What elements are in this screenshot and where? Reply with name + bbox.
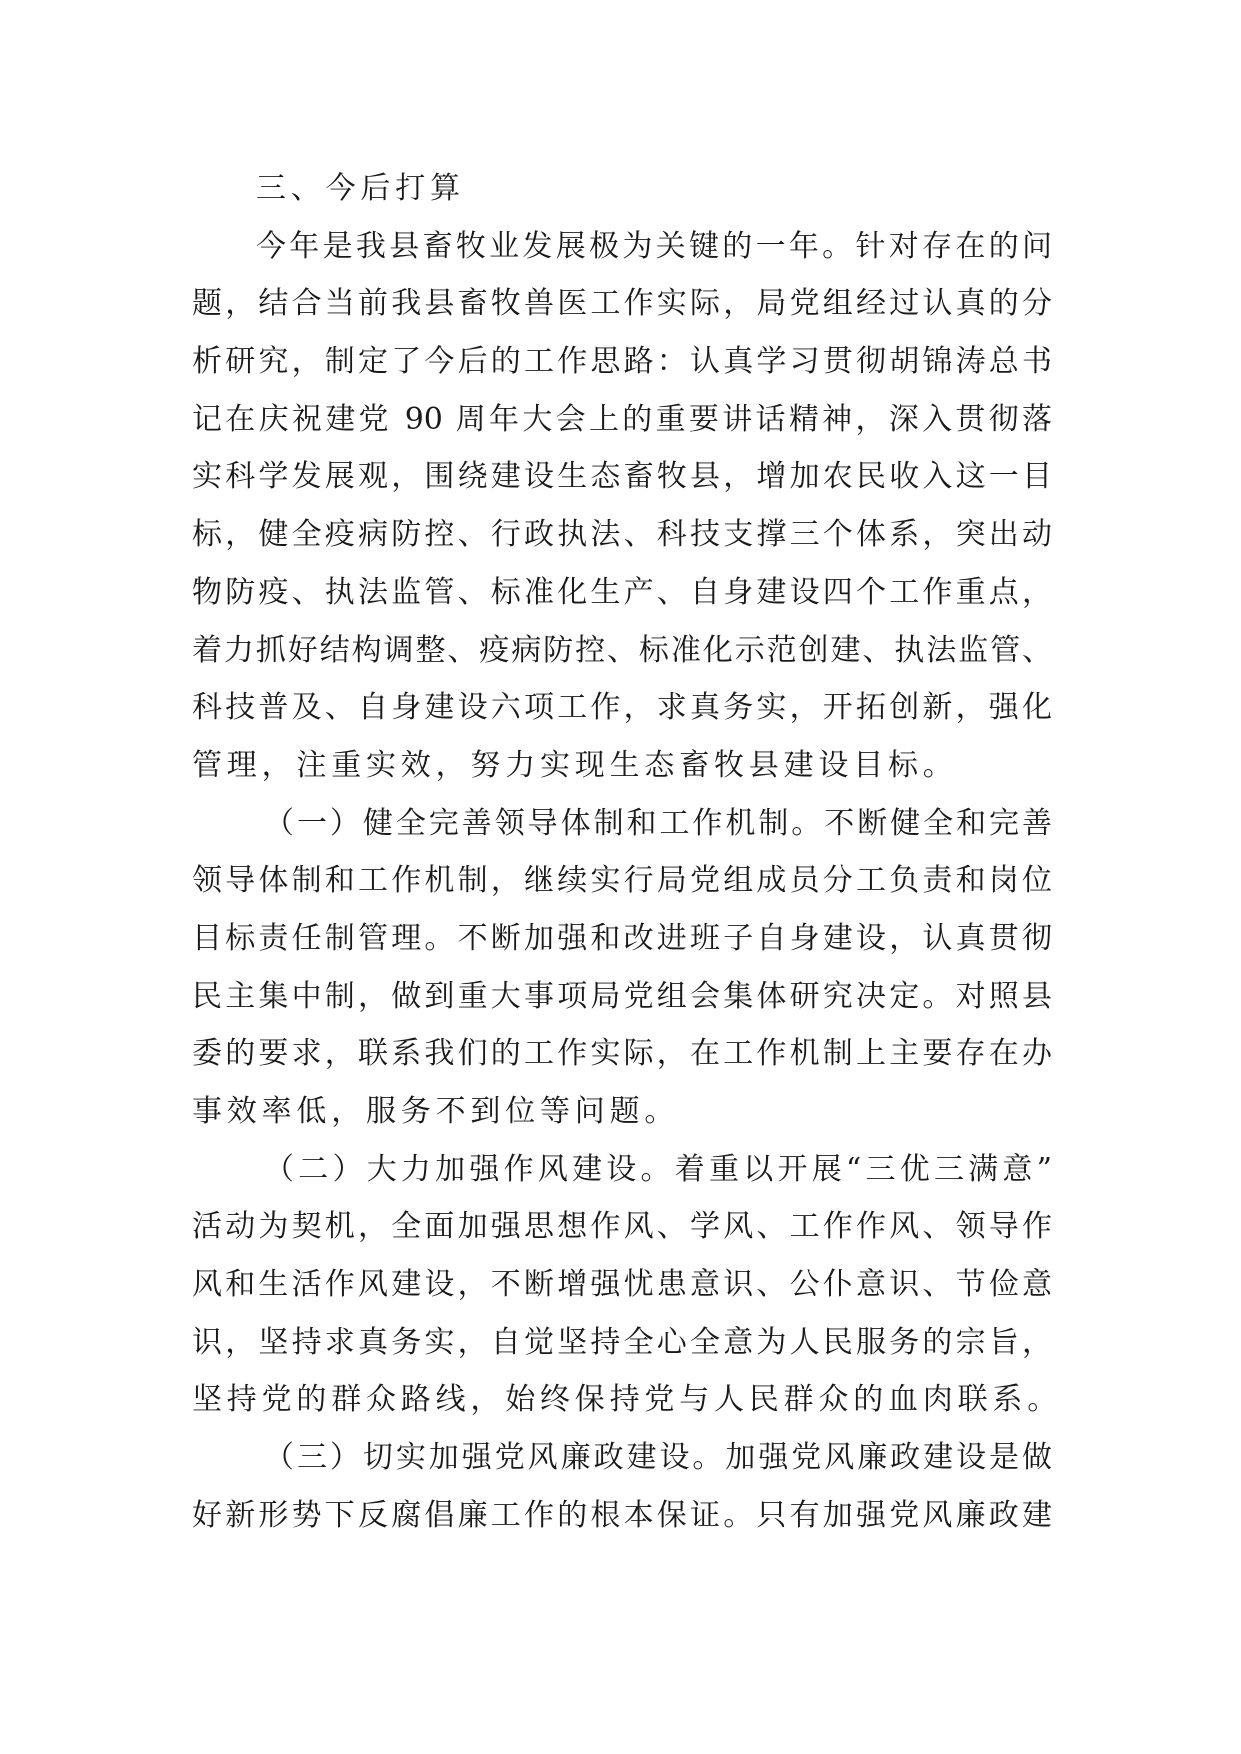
- document-body: [192, 160, 1062, 1545]
- paragraph-line: 好新形势下反腐倡廉工作的根本保证。只有加强党风廉政建: [192, 1497, 1052, 1533]
- subsection-heading-3: （三）切实加强党风廉政建设。加强党风廉政建设是做: [264, 1440, 1052, 1476]
- paragraph-line: 识，坚持求真务实，自觉坚持全心全意为人民服务的宗旨，: [192, 1324, 1052, 1360]
- paragraph-line: 标，健全疫病防控、行政执法、科技支撑三个体系，突出动: [192, 517, 1052, 553]
- subsection-heading-2: （二）大力加强作风建设。着重以开展“三优三满意”: [264, 1151, 1052, 1187]
- subsection-heading-1: （一）健全完善领导体制和工作机制。不断健全和完善: [264, 805, 1052, 841]
- paragraph-line: 实科学发展观，围绕建设生态畜牧县，增加农民收入这一目: [192, 459, 1052, 495]
- paragraph-line: 题，结合当前我县畜牧兽医工作实际，局党组经过认真的分: [192, 286, 1052, 322]
- paragraph-line: 目标责任制管理。不断加强和改进班子自身建设，认真贯彻: [192, 920, 1052, 956]
- paragraph-line: 析研究，制定了今后的工作思路：认真学习贯彻胡锦涛总书: [192, 344, 1052, 380]
- paragraph-line: 风和生活作风建设，不断增强忧患意识、公仆意识、节俭意: [192, 1267, 1052, 1303]
- paragraph-line: 着力抓好结构调整、疫病防控、标准化示范创建、执法监管、: [192, 632, 1052, 668]
- paragraph-line: 记在庆祝建党 90 周年大会上的重要讲话精神，深入贯彻落: [192, 401, 1052, 437]
- paragraph-line: 坚持党的群众路线，始终保持党与人民群众的血肉联系。: [192, 1382, 1062, 1418]
- paragraph-line: 委的要求，联系我们的工作实际，在工作机制上主要存在办: [192, 1036, 1052, 1072]
- paragraph-line: 管理，注重实效，努力实现生态畜牧县建设目标。: [192, 747, 958, 783]
- paragraph-line: 领导体制和工作机制，继续实行局党组成员分工负责和岗位: [192, 863, 1052, 899]
- paragraph-line: 活动为契机，全面加强思想作风、学风、工作作风、领导作: [192, 1209, 1052, 1245]
- paragraph-line: 物防疫、执法监管、标准化生产、自身建设四个工作重点，: [192, 574, 1052, 610]
- paragraph-line: 事效率低，服务不到位等问题。: [192, 1094, 680, 1129]
- paragraph-line: 今年是我县畜牧业发展极为关键的一年。针对存在的问: [256, 228, 1052, 264]
- paragraph-line: 科技普及、自身建设六项工作，求真务实，开拓创新，强化: [192, 690, 1052, 726]
- section-heading: 三、今后打算: [256, 171, 465, 206]
- paragraph-line: 民主集中制，做到重大事项局党组会集体研究决定。对照县: [192, 978, 1052, 1014]
